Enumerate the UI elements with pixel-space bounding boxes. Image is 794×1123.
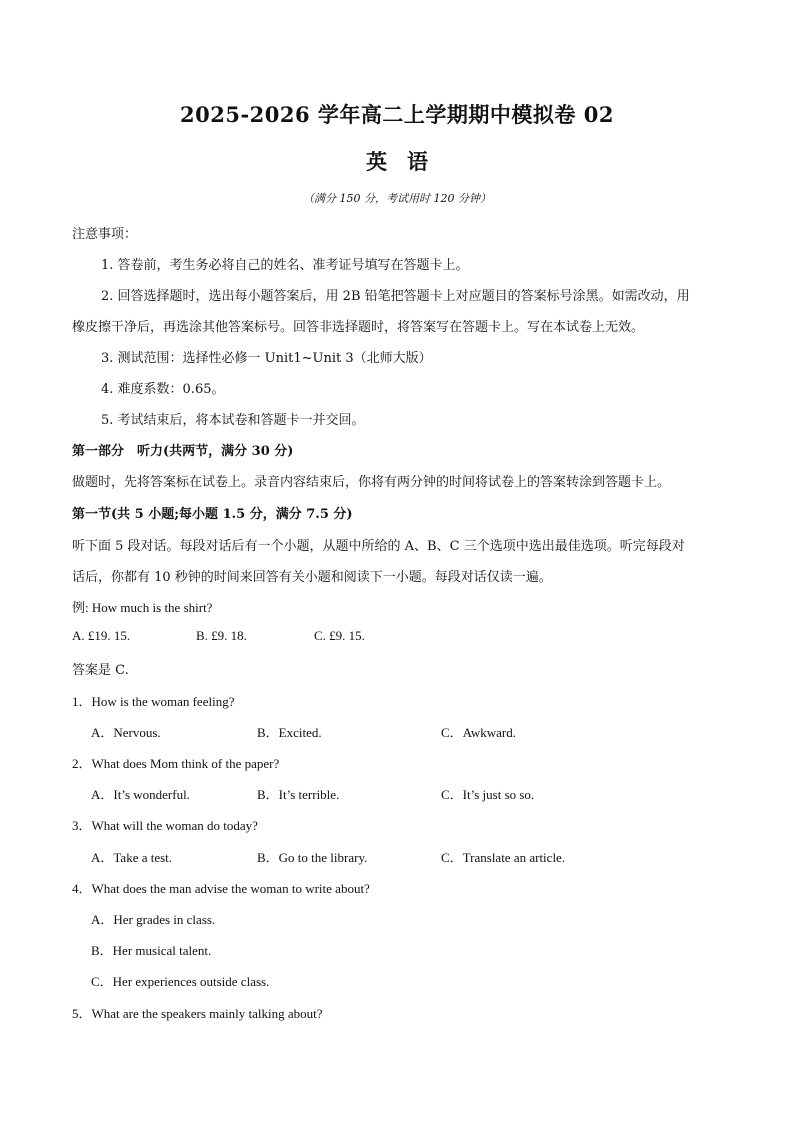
section1-instruction-line1: 听下面 5 段对话。每段对话后有一个小题，从题中所给的 A、B、C 三个选项中选出最佳选项。听完每段对 (72, 539, 685, 554)
section1-heading: 第一节(共 5 小题;每小题 1.5 分，满分 7.5 分) (72, 507, 353, 522)
question-3-stem: 3．What will the woman do today? (72, 818, 258, 833)
question-2-stem: 2．What does Mom think of the paper? (72, 756, 280, 771)
example-option-c: C. £9. 15. (314, 628, 365, 643)
question-4-option-c: C．Her experiences outside class. (91, 974, 270, 989)
question-3-option-c: C．Translate an article. (441, 850, 566, 865)
question-1-stem: 1．How is the woman feeling? (72, 694, 235, 709)
question-1-option-a: A．Nervous. (91, 725, 161, 740)
notice-item-4: 4. 难度系数：0.65。 (101, 382, 225, 397)
question-1-option-c: C．Awkward. (441, 725, 516, 740)
notice-item-1: 1. 答卷前，考生务必将自己的姓名、准考证号填写在答题卡上。 (101, 258, 469, 273)
part1-heading: 第一部分 听力(共两节，满分 30 分) (72, 444, 294, 459)
question-3-option-a: A．Take a test. (91, 850, 173, 865)
part1-instruction: 做题时，先将答案标在试卷上。录音内容结束后，你将有两分钟的时间将试卷上的答案转涂到答题卡上。 (72, 475, 671, 490)
question-4-stem: 4．What does the man advise the woman to write about? (72, 881, 370, 896)
example-option-b: B. £9. 18. (196, 628, 247, 643)
question-1-option-b: B．Excited. (257, 725, 322, 740)
notice-item-2-cont: 橡皮擦干净后，再选涂其他答案标号。回答非选择题时，将答案写在答题卡上。写在本试卷上无效。 (72, 320, 645, 335)
question-3-option-b: B．Go to the library. (257, 850, 368, 865)
question-2-option-c: C．It’s just so so. (441, 787, 535, 802)
notice-item-2: 2. 回答选择题时，选出每小题答案后，用 2B 铅笔把答题卡上对应题目的答案标号涂黑。如需改动，用 (101, 289, 690, 304)
notice-heading: 注意事项： (72, 227, 138, 242)
question-4-option-b: B．Her musical talent. (91, 943, 212, 958)
notice-item-5: 5. 考试结束后，将本试卷和答题卡一并交回。 (101, 413, 365, 428)
score-note: （满分 150 分，考试用时 120 分钟） (303, 192, 491, 205)
question-2-option-b: B．It’s terrible. (257, 787, 340, 802)
question-2-option-a: A．It’s wonderful. (91, 787, 190, 802)
example-answer: 答案是 C. (72, 663, 129, 678)
section1-instruction-line2: 话后，你都有 10 秒钟的时间来回答有关小题和阅读下一小题。每段对话仅读一遍。 (72, 570, 552, 585)
question-5-stem: 5．What are the speakers mainly talking about? (72, 1006, 323, 1021)
page-title: 2025-2026 学年高二上学期期中模拟卷 02 (180, 102, 614, 127)
example-question: 例: How much is the shirt? (72, 600, 213, 615)
subject-title: 英语 (366, 149, 448, 174)
example-option-a: A. £19. 15. (72, 628, 131, 643)
question-4-option-a: A．Her grades in class. (91, 912, 216, 927)
notice-item-3: 3. 测试范围：选择性必修一 Unit1~Unit 3（北师大版） (101, 351, 432, 366)
